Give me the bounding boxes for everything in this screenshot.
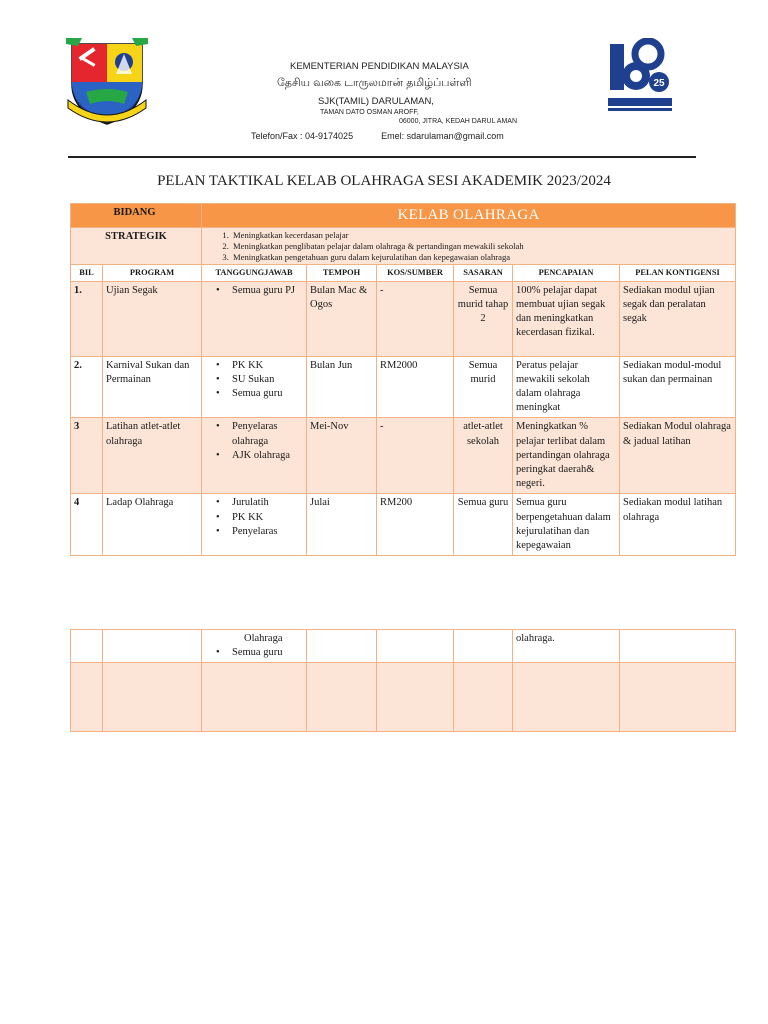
cell-tanggungjawab xyxy=(202,356,307,418)
cell-bil: 3 xyxy=(71,418,103,494)
cell-tempoh: Mei-Nov xyxy=(307,418,377,494)
phone-fax: Telefon/Fax : 04-9174025 xyxy=(251,131,354,141)
cell-kontigensi: Sediakan modul ujian segak dan peralatan segak xyxy=(620,281,736,356)
table-title-row xyxy=(71,204,736,228)
cell-kos: RM2000 xyxy=(377,356,454,418)
address-line-2: 06000, JITRA, KEDAH DARUL AMAN xyxy=(399,118,518,125)
column-header-row xyxy=(71,265,736,281)
col-header-bil: BIL xyxy=(71,265,103,281)
table-row xyxy=(71,281,736,356)
strategy-item: 3. Meningkatkan pengetahuan guru dalam kejurulatihan dan kepegawaian olahraga xyxy=(231,252,732,263)
cell-kontigensi xyxy=(620,630,736,663)
col-header-kos-sumber: KOS/SUMBER xyxy=(377,265,454,281)
cell-kontigensi xyxy=(620,663,736,732)
responsibility-item: • Penyelaras olahraga xyxy=(205,420,303,448)
strategies-list xyxy=(231,230,732,262)
responsibility-item: • Penyelaras xyxy=(205,525,303,539)
cell-sasaran: Semua guru xyxy=(454,494,513,556)
cell-tanggungjawab xyxy=(202,418,307,494)
strategies-cell xyxy=(202,228,736,265)
cell-pencapaian: Meningkatkan % pelajar terlibat dalam pertandingan olahraga peringkat daerah& negeri. xyxy=(513,418,620,494)
school-name: SJK(TAMIL) DARULAMAN, xyxy=(318,96,434,107)
responsibility-item: • Semua guru xyxy=(205,387,303,401)
cell-kos xyxy=(377,663,454,732)
table-row xyxy=(71,418,736,494)
cell-tanggungjawab xyxy=(202,494,307,556)
col-header-pelan-kontigensi: PELAN KONTIGENSI xyxy=(620,265,736,281)
cell-sasaran: atlet-atlet sekolah xyxy=(454,418,513,494)
cell-sasaran: Semua murid xyxy=(454,356,513,418)
document-title: PELAN TAKTIKAL KELAB OLAHRAGA SESI AKADEMIK 2023/2024 xyxy=(157,173,611,189)
strategy-item: 2. Meningkatkan penglibatan pelajar dalam olahraga & pertandingan mewakili sekolah xyxy=(231,241,732,252)
strategik-label: STRATEGIK xyxy=(71,228,202,265)
responsibility-item: • Semua guru xyxy=(205,646,303,660)
cell-tanggungjawab xyxy=(202,663,307,732)
cell-program xyxy=(103,663,202,732)
header-divider xyxy=(68,156,696,158)
cell-kontigensi: Sediakan modul-modul sukan dan permainan xyxy=(620,356,736,418)
bidang-label: BIDANG xyxy=(71,204,202,228)
cell-bil: 4 xyxy=(71,494,103,556)
cell-program: Karnival Sukan dan Permainan xyxy=(103,356,202,418)
table-row xyxy=(71,494,736,556)
col-header-sasaran: SASARAN xyxy=(454,265,513,281)
table-row xyxy=(71,630,736,663)
cell-pencapaian: Peratus pelajar mewakili sekolah dalam olahraga meningkat xyxy=(513,356,620,418)
cell-tempoh: Julai xyxy=(307,494,377,556)
cell-pencapaian: olahraga. xyxy=(513,630,620,663)
cell-tempoh: Bulan Mac & Ogos xyxy=(307,281,377,356)
col-header-pencapaian: PENCAPAIAN xyxy=(513,265,620,281)
strategy-item: 1. Meningkatkan kecerdasan pelajar xyxy=(231,230,732,241)
col-header-tempoh: TEMPOH xyxy=(307,265,377,281)
cell-pencapaian: 100% pelajar dapat membuat ujian segak dan meningkatkan kecerdasan fizikal. xyxy=(513,281,620,356)
club-title: KELAB OLAHRAGA xyxy=(202,204,736,228)
responsibility-item: • AJK olahraga xyxy=(205,449,303,463)
cell-bil: 1. xyxy=(71,281,103,356)
cell-tanggungjawab xyxy=(202,630,307,663)
cell-kos: - xyxy=(377,418,454,494)
cell-bil: 2. xyxy=(71,356,103,418)
anniversary-25-logo xyxy=(604,38,674,120)
address-line-1: TAMAN DATO OSMAN AROFF, xyxy=(320,109,419,116)
table-row xyxy=(71,663,736,732)
contact-line xyxy=(251,131,504,141)
cell-tanggungjawab xyxy=(202,281,307,356)
cell-sasaran xyxy=(454,663,513,732)
email: Emel: sdarulaman@gmail.com xyxy=(381,131,504,141)
cell-sasaran xyxy=(454,630,513,663)
cell-program: Ladap Olahraga xyxy=(103,494,202,556)
responsibility-item: • PK KK xyxy=(205,359,303,373)
school-crest-logo xyxy=(66,34,148,128)
tactical-plan-table xyxy=(70,203,736,556)
responsibility-item: • Semua guru PJ xyxy=(205,284,303,298)
responsibility-item: • PK KK xyxy=(205,511,303,525)
col-header-program: PROGRAM xyxy=(103,265,202,281)
cell-kontigensi: Sediakan Modul olahraga & jadual latihan xyxy=(620,418,736,494)
cell-pencapaian xyxy=(513,663,620,732)
cell-tempoh xyxy=(307,630,377,663)
cell-tempoh: Bulan Jun xyxy=(307,356,377,418)
cell-tempoh xyxy=(307,663,377,732)
cell-program: Ujian Segak xyxy=(103,281,202,356)
svg-text:25: 25 xyxy=(653,78,665,89)
cell-bil xyxy=(71,630,103,663)
ministry-name: KEMENTERIAN PENDIDIKAN MALAYSIA xyxy=(290,61,469,72)
school-tamil-name: தேசிய வகை டாருலமான் தமிழ்ப்பள்ளி xyxy=(277,77,472,89)
col-header-tanggungjawab: TANGGUNGJAWAB xyxy=(202,265,307,281)
continuation-table xyxy=(70,629,736,732)
cell-kos: RM200 xyxy=(377,494,454,556)
cell-kontigensi: Sediakan modul latihan olahraga xyxy=(620,494,736,556)
cell-pencapaian: Semua guru berpengetahuan dalam kejurulatihan dan kepegawaian xyxy=(513,494,620,556)
cell-sasaran: Semua murid tahap 2 xyxy=(454,281,513,356)
responsibility-continuation: Olahraga xyxy=(244,633,283,644)
cell-kos: - xyxy=(377,281,454,356)
responsibility-item: • Jurulatih xyxy=(205,496,303,510)
cell-program xyxy=(103,630,202,663)
strategik-row xyxy=(71,228,736,265)
cell-program: Latihan atlet-atlet olahraga xyxy=(103,418,202,494)
responsibility-item: • SU Sukan xyxy=(205,373,303,387)
table-row xyxy=(71,356,736,418)
cell-bil xyxy=(71,663,103,732)
cell-kos xyxy=(377,630,454,663)
